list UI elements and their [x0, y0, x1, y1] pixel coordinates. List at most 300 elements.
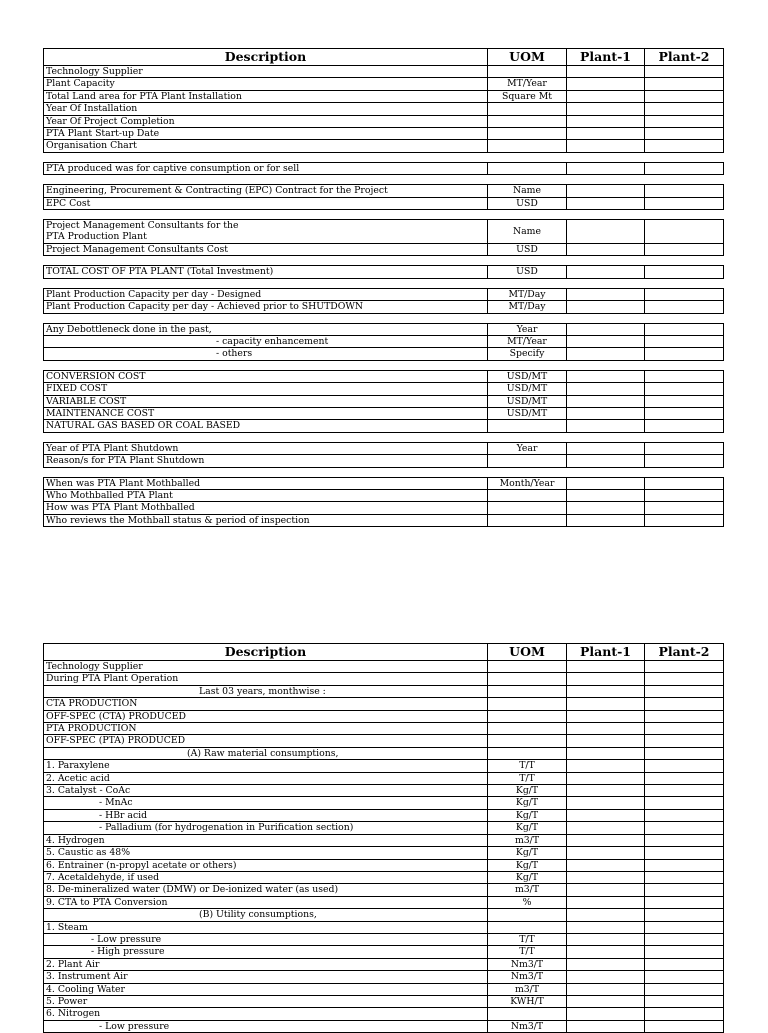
- description-cell: 1. Paraxylene: [44, 760, 488, 772]
- table-row: [44, 834, 724, 846]
- description-cell: (B) Utility consumptions,: [44, 909, 488, 921]
- plant-1-cell[interactable]: [567, 197, 645, 209]
- header-uom: UOM: [488, 644, 567, 661]
- uom-cell: USD/MT: [488, 383, 567, 395]
- table-row: [44, 489, 724, 501]
- table-row: [44, 1008, 724, 1020]
- header-plant-2: Plant-2: [645, 644, 724, 661]
- spacer-cell: [44, 152, 724, 162]
- description-cell: During PTA Plant Operation: [44, 673, 488, 685]
- description-cell: 6. Entrainer (n-propyl acetate or others): [44, 859, 488, 871]
- description-cell: 3. Catalyst - CoAc: [44, 785, 488, 797]
- plant-1-cell[interactable]: [567, 128, 645, 140]
- table-row: [44, 859, 724, 871]
- plant-1-cell[interactable]: [567, 66, 645, 78]
- plant-2-cell[interactable]: [645, 859, 724, 871]
- plant-1-cell[interactable]: [567, 323, 645, 335]
- plant-1-cell[interactable]: [567, 502, 645, 514]
- uom-cell: [488, 735, 567, 747]
- table-row: [44, 383, 724, 395]
- plant-1-cell[interactable]: [567, 1020, 645, 1032]
- description-cell: Year Of Project Completion: [44, 115, 488, 127]
- table-pta-plant-general: [43, 48, 724, 527]
- description-cell: CONVERSION COST: [44, 370, 488, 382]
- table-row: [44, 909, 724, 921]
- plant-1-cell[interactable]: [567, 958, 645, 970]
- plant-1-cell[interactable]: [567, 723, 645, 735]
- plant-2-cell[interactable]: [645, 407, 724, 419]
- uom-cell: T/T: [488, 760, 567, 772]
- plant-2-cell[interactable]: [645, 348, 724, 360]
- plant-1-cell[interactable]: [567, 673, 645, 685]
- plant-2-cell[interactable]: [645, 185, 724, 197]
- spacer-cell: [44, 256, 724, 266]
- description-cell: Technology Supplier: [44, 661, 488, 673]
- description-cell: 5. Caustic as 48%: [44, 847, 488, 859]
- plant-2-cell[interactable]: [645, 933, 724, 945]
- table-row: [44, 822, 724, 834]
- table-row: [44, 477, 724, 489]
- spacer-row: [44, 467, 724, 477]
- plant-2-cell[interactable]: [645, 442, 724, 454]
- spacer-cell: [44, 360, 724, 370]
- spacer-cell: [44, 175, 724, 185]
- description-cell: 5. Power: [44, 995, 488, 1007]
- description-cell: 1. Steam: [44, 921, 488, 933]
- description-cell: Plant Production Capacity per day - Achieved prior to SHUTDOWN: [44, 301, 488, 313]
- description-cell: How was PTA Plant Mothballed: [44, 502, 488, 514]
- uom-cell: T/T: [488, 933, 567, 945]
- uom-cell: Kg/T: [488, 847, 567, 859]
- uom-cell: USD/MT: [488, 370, 567, 382]
- table-row: [44, 420, 724, 432]
- header-plant-2: Plant-2: [645, 49, 724, 66]
- plant-2-cell[interactable]: [645, 197, 724, 209]
- table-row: [44, 140, 724, 152]
- plant-1-cell[interactable]: [567, 747, 645, 759]
- plant-2-cell[interactable]: [645, 995, 724, 1007]
- uom-cell: m3/T: [488, 884, 567, 896]
- uom-cell: [488, 502, 567, 514]
- table-row: [44, 266, 724, 278]
- table-row: [44, 220, 724, 244]
- uom-cell: Kg/T: [488, 785, 567, 797]
- plant-2-cell[interactable]: [645, 266, 724, 278]
- plant-1-cell[interactable]: [567, 220, 645, 244]
- table-row: [44, 760, 724, 772]
- table-row: [44, 370, 724, 382]
- plant-1-cell[interactable]: [567, 661, 645, 673]
- plant-2-cell[interactable]: [645, 288, 724, 300]
- table-row: [44, 78, 724, 90]
- table-row: [44, 723, 724, 735]
- plant-1-cell[interactable]: [567, 698, 645, 710]
- plant-1-cell[interactable]: [567, 489, 645, 501]
- plant-2-cell[interactable]: [645, 140, 724, 152]
- uom-cell: [488, 723, 567, 735]
- table-row: [44, 115, 724, 127]
- plant-1-cell[interactable]: [567, 395, 645, 407]
- plant-2-cell[interactable]: [645, 698, 724, 710]
- plant-2-cell[interactable]: [645, 1008, 724, 1020]
- plant-2-cell[interactable]: [645, 661, 724, 673]
- plant-1-cell[interactable]: [567, 735, 645, 747]
- plant-2-cell[interactable]: [645, 946, 724, 958]
- plant-2-cell[interactable]: [645, 243, 724, 255]
- plant-2-cell[interactable]: [645, 909, 724, 921]
- description-cell: (A) Raw material consumptions,: [44, 747, 488, 759]
- plant-1-cell[interactable]: [567, 859, 645, 871]
- table-row: [44, 847, 724, 859]
- plant-1-cell[interactable]: [567, 162, 645, 174]
- description-cell: 4. Hydrogen: [44, 834, 488, 846]
- header-description: Description: [44, 49, 488, 66]
- table-row: [44, 395, 724, 407]
- table-row: [44, 442, 724, 454]
- description-cell: - MnAc: [44, 797, 488, 809]
- uom-cell: MT/Day: [488, 288, 567, 300]
- spacer-row: [44, 278, 724, 288]
- plant-1-cell[interactable]: [567, 710, 645, 722]
- description-cell: Project Management Consultants Cost: [44, 243, 488, 255]
- plant-1-cell[interactable]: [567, 884, 645, 896]
- plant-1-cell[interactable]: [567, 995, 645, 1007]
- plant-1-cell[interactable]: [567, 301, 645, 313]
- description-cell: FIXED COST: [44, 383, 488, 395]
- description-line-1: Project Management Consultants for the: [46, 220, 239, 232]
- description-cell: Plant Capacity: [44, 78, 488, 90]
- table-row: [44, 514, 724, 526]
- plant-1-cell[interactable]: [567, 785, 645, 797]
- table-row: [44, 809, 724, 821]
- uom-cell: Nm3/T: [488, 958, 567, 970]
- plant-2-cell[interactable]: [645, 323, 724, 335]
- uom-cell: [488, 162, 567, 174]
- plant-1-cell[interactable]: [567, 921, 645, 933]
- plant-1-cell[interactable]: [567, 288, 645, 300]
- description-cell: 7. Acetaldehyde, if used: [44, 871, 488, 883]
- uom-cell: Specify: [488, 348, 567, 360]
- plant-1-cell[interactable]: [567, 407, 645, 419]
- table-row: [44, 1020, 724, 1032]
- plant-1-cell[interactable]: [567, 90, 645, 102]
- table-pta-plant-operation: [43, 643, 724, 1033]
- uom-cell: Name: [488, 220, 567, 244]
- plant-1-cell[interactable]: [567, 370, 645, 382]
- uom-cell: USD: [488, 266, 567, 278]
- spacer-row: [44, 175, 724, 185]
- uom-cell: [488, 115, 567, 127]
- header-uom: UOM: [488, 49, 567, 66]
- spacer-row: [44, 432, 724, 442]
- spacer-cell: [44, 467, 724, 477]
- table-row: [44, 698, 724, 710]
- table-row: [44, 162, 724, 174]
- table-row: [44, 335, 724, 347]
- uom-cell: [488, 661, 567, 673]
- uom-cell: m3/T: [488, 834, 567, 846]
- uom-cell: Square Mt: [488, 90, 567, 102]
- description-cell: VARIABLE COST: [44, 395, 488, 407]
- table-row: [44, 455, 724, 467]
- description-cell: - Low pressure: [44, 1020, 488, 1032]
- table-row: [44, 896, 724, 908]
- plant-1-cell[interactable]: [567, 103, 645, 115]
- description-cell: Any Debottleneck done in the past,: [44, 323, 488, 335]
- uom-cell: T/T: [488, 946, 567, 958]
- uom-cell: m3/T: [488, 983, 567, 995]
- plant-1-cell[interactable]: [567, 140, 645, 152]
- description-cell: When was PTA Plant Mothballed: [44, 477, 488, 489]
- plant-1-cell[interactable]: [567, 115, 645, 127]
- uom-cell: USD/MT: [488, 395, 567, 407]
- table-row: [44, 797, 724, 809]
- uom-cell: MT/Year: [488, 78, 567, 90]
- table-row: [44, 995, 724, 1007]
- table-row: [44, 185, 724, 197]
- plant-2-cell[interactable]: [645, 383, 724, 395]
- plant-2-cell[interactable]: [645, 1020, 724, 1032]
- plant-2-cell[interactable]: [645, 220, 724, 244]
- table-row: [44, 747, 724, 759]
- plant-1-cell[interactable]: [567, 834, 645, 846]
- plant-2-cell[interactable]: [645, 809, 724, 821]
- description-cell: PTA Plant Start-up Date: [44, 128, 488, 140]
- uom-cell: [488, 921, 567, 933]
- description-cell: PTA PRODUCTION: [44, 723, 488, 735]
- spacer-row: [44, 360, 724, 370]
- description-cell: [44, 220, 488, 244]
- table-row: [44, 301, 724, 313]
- plant-2-cell[interactable]: [645, 896, 724, 908]
- plant-2-cell[interactable]: [645, 747, 724, 759]
- description-cell: 9. CTA to PTA Conversion: [44, 896, 488, 908]
- description-cell: 3. Instrument Air: [44, 971, 488, 983]
- table-row: [44, 983, 724, 995]
- uom-cell: Month/Year: [488, 477, 567, 489]
- plant-1-cell[interactable]: [567, 971, 645, 983]
- plant-2-cell[interactable]: [645, 502, 724, 514]
- plant-2-cell[interactable]: [645, 710, 724, 722]
- table-row: [44, 323, 724, 335]
- plant-2-cell[interactable]: [645, 673, 724, 685]
- uom-cell: [488, 685, 567, 697]
- uom-cell: Nm3/T: [488, 1020, 567, 1032]
- uom-cell: [488, 698, 567, 710]
- plant-2-cell[interactable]: [645, 66, 724, 78]
- table-row: [44, 772, 724, 784]
- plant-2-cell[interactable]: [645, 395, 724, 407]
- plant-2-cell[interactable]: [645, 103, 724, 115]
- plant-2-cell[interactable]: [645, 477, 724, 489]
- plant-1-cell[interactable]: [567, 455, 645, 467]
- plant-2-cell[interactable]: [645, 735, 724, 747]
- plant-2-cell[interactable]: [645, 115, 724, 127]
- plant-1-cell[interactable]: [567, 266, 645, 278]
- table-header-row: [44, 49, 724, 66]
- description-cell: Year of PTA Plant Shutdown: [44, 442, 488, 454]
- plant-1-cell[interactable]: [567, 822, 645, 834]
- description-cell: Who Mothballed PTA Plant: [44, 489, 488, 501]
- table-row: [44, 66, 724, 78]
- plant-2-cell[interactable]: [645, 162, 724, 174]
- plant-2-cell[interactable]: [645, 723, 724, 735]
- table-row: [44, 128, 724, 140]
- table-row: [44, 884, 724, 896]
- plant-1-cell[interactable]: [567, 514, 645, 526]
- header-description: Description: [44, 644, 488, 661]
- uom-cell: Kg/T: [488, 809, 567, 821]
- table-row: [44, 710, 724, 722]
- plant-2-cell[interactable]: [645, 685, 724, 697]
- description-cell: MAINTENANCE COST: [44, 407, 488, 419]
- table-row: [44, 785, 724, 797]
- plant-2-cell[interactable]: [645, 420, 724, 432]
- plant-1-cell[interactable]: [567, 797, 645, 809]
- description-cell: Technology Supplier: [44, 66, 488, 78]
- spacer-cell: [44, 313, 724, 323]
- description-cell: Plant Production Capacity per day - Designed: [44, 288, 488, 300]
- plant-2-cell[interactable]: [645, 822, 724, 834]
- plant-2-cell[interactable]: [645, 455, 724, 467]
- table-row: [44, 946, 724, 958]
- description-cell: Total Land area for PTA Plant Installation: [44, 90, 488, 102]
- table-row: [44, 871, 724, 883]
- spacer-cell: [44, 432, 724, 442]
- plant-1-cell[interactable]: [567, 243, 645, 255]
- table-row: [44, 661, 724, 673]
- plant-2-cell[interactable]: [645, 90, 724, 102]
- plant-2-cell[interactable]: [645, 301, 724, 313]
- uom-cell: [488, 489, 567, 501]
- plant-2-cell[interactable]: [645, 797, 724, 809]
- table-row: [44, 407, 724, 419]
- uom-cell: USD: [488, 197, 567, 209]
- uom-cell: USD: [488, 243, 567, 255]
- description-cell: - Palladium (for hydrogenation in Purification section): [44, 822, 488, 834]
- table-row: [44, 348, 724, 360]
- description-cell: EPC Cost: [44, 197, 488, 209]
- uom-cell: Nm3/T: [488, 971, 567, 983]
- uom-cell: [488, 128, 567, 140]
- plant-1-cell[interactable]: [567, 477, 645, 489]
- uom-cell: Kg/T: [488, 871, 567, 883]
- plant-1-cell[interactable]: [567, 442, 645, 454]
- plant-1-cell[interactable]: [567, 78, 645, 90]
- plant-2-cell[interactable]: [645, 884, 724, 896]
- description-cell: TOTAL COST OF PTA PLANT (Total Investment): [44, 266, 488, 278]
- plant-1-cell[interactable]: [567, 909, 645, 921]
- plant-2-cell[interactable]: [645, 785, 724, 797]
- uom-cell: [488, 909, 567, 921]
- plant-1-cell[interactable]: [567, 335, 645, 347]
- plant-2-cell[interactable]: [645, 921, 724, 933]
- description-cell: - Low pressure: [44, 933, 488, 945]
- table-row: [44, 685, 724, 697]
- description-cell: OFF-SPEC (CTA) PRODUCED: [44, 710, 488, 722]
- description-cell: - HBr acid: [44, 809, 488, 821]
- header-plant-1: Plant-1: [567, 49, 645, 66]
- plant-1-cell[interactable]: [567, 896, 645, 908]
- plant-1-cell[interactable]: [567, 760, 645, 772]
- plant-2-cell[interactable]: [645, 370, 724, 382]
- plant-2-cell[interactable]: [645, 772, 724, 784]
- spacer-row: [44, 313, 724, 323]
- plant-2-cell[interactable]: [645, 834, 724, 846]
- plant-2-cell[interactable]: [645, 971, 724, 983]
- plant-1-cell[interactable]: [567, 383, 645, 395]
- plant-1-cell[interactable]: [567, 933, 645, 945]
- spacer-cell: [44, 210, 724, 220]
- plant-1-cell[interactable]: [567, 946, 645, 958]
- description-cell: Last 03 years, monthwise :: [44, 685, 488, 697]
- description-cell: 6. Nitrogen: [44, 1008, 488, 1020]
- description-line-2: PTA Production Plant: [46, 231, 147, 243]
- plant-2-cell[interactable]: [645, 128, 724, 140]
- description-cell: - High pressure: [44, 946, 488, 958]
- plant-1-cell[interactable]: [567, 185, 645, 197]
- table-row: [44, 90, 724, 102]
- spacer-row: [44, 152, 724, 162]
- plant-2-cell[interactable]: [645, 847, 724, 859]
- table-row: [44, 197, 724, 209]
- plant-1-cell[interactable]: [567, 809, 645, 821]
- description-cell: CTA PRODUCTION: [44, 698, 488, 710]
- plant-2-cell[interactable]: [645, 760, 724, 772]
- plant-1-cell[interactable]: [567, 348, 645, 360]
- uom-cell: [488, 710, 567, 722]
- table-row: [44, 958, 724, 970]
- description-cell: 2. Acetic acid: [44, 772, 488, 784]
- plant-1-cell[interactable]: [567, 420, 645, 432]
- uom-cell: [488, 103, 567, 115]
- uom-cell: MT/Day: [488, 301, 567, 313]
- description-cell: - others: [44, 348, 488, 360]
- plant-1-cell[interactable]: [567, 772, 645, 784]
- plant-2-cell[interactable]: [645, 983, 724, 995]
- plant-2-cell[interactable]: [645, 78, 724, 90]
- description-cell: PTA produced was for captive consumption or for sell: [44, 162, 488, 174]
- plant-2-cell[interactable]: [645, 514, 724, 526]
- plant-2-cell[interactable]: [645, 489, 724, 501]
- uom-cell: [488, 420, 567, 432]
- plant-1-cell[interactable]: [567, 847, 645, 859]
- header-plant-1: Plant-1: [567, 644, 645, 661]
- description-cell: 4. Cooling Water: [44, 983, 488, 995]
- uom-cell: [488, 140, 567, 152]
- description-cell: Year Of Installation: [44, 103, 488, 115]
- uom-cell: Kg/T: [488, 797, 567, 809]
- plant-1-cell[interactable]: [567, 685, 645, 697]
- plant-2-cell[interactable]: [645, 958, 724, 970]
- plant-2-cell[interactable]: [645, 335, 724, 347]
- plant-1-cell[interactable]: [567, 1008, 645, 1020]
- description-cell: OFF-SPEC (PTA) PRODUCED: [44, 735, 488, 747]
- uom-cell: Kg/T: [488, 822, 567, 834]
- description-cell: Reason/s for PTA Plant Shutdown: [44, 455, 488, 467]
- table-row: [44, 502, 724, 514]
- plant-2-cell[interactable]: [645, 871, 724, 883]
- table-row: [44, 735, 724, 747]
- table-row: [44, 921, 724, 933]
- description-cell: - capacity enhancement: [44, 335, 488, 347]
- uom-cell: USD/MT: [488, 407, 567, 419]
- plant-1-cell[interactable]: [567, 983, 645, 995]
- spacer-cell: [44, 278, 724, 288]
- plant-1-cell[interactable]: [567, 871, 645, 883]
- uom-cell: [488, 455, 567, 467]
- table-row: [44, 673, 724, 685]
